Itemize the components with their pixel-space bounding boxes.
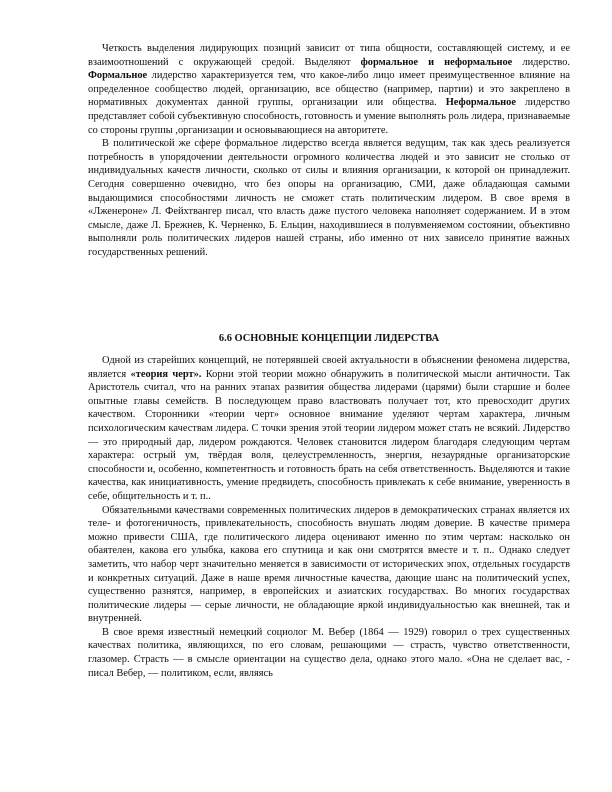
text-run: Четкость выделения лидирующих позиций зависит от типа общности, составляющей систему, и ее взаимоотношений с окружающей средой. Выделяют bbox=[88, 43, 570, 68]
section-heading: 6.6 ОСНОВНЫЕ КОНЦЕПЦИИ ЛИДЕРСТВА bbox=[218, 333, 440, 344]
bold-term: «теория черт». bbox=[130, 368, 202, 380]
paragraph-trait-theory bbox=[88, 354, 570, 504]
paragraph-political-sphere: В политической же сфере формальное лидерство всегда является ведущим, так как здесь реализуется потребность в упорядочении деятельности огромного количества людей и это зависит не столько от индивидуальных качеств личности, сколько от силы и влияния организации, к которой он принадлежит. Сегодня совершенно очевидно, что без опоры на организацию, СМИ, даже обладающая самыми выдающимися способностями личность не сможет стать политическим лидером. В свое время в «Лженероне» Л. Фейхтвангер писал, что власть даже пустого человека наполняет содержанием. И в этом смысле, даже Л. Брежнев, К. Черненко, Б. Ельцин, находившиеся в полувменяемом состоянии, объективно выполняли роль политических лидеров нашей страны, ибо именно от них зависело принятие важных государственных решений. bbox=[88, 138, 570, 258]
text-run: Корни этой теории можно обнаружить в политической мысли античности. Так Аристотель считал, что на ранних этапах развития общества лидерами (царями) были старшие и более опытные главы семейств. В последующем право властвовать получает тот, кто превосходит других качеством. Сторонники «теории черт» основное внимание уделяют чертам характера, личным психологическим качествам лидера. С точки зрения этой теории лидером может стать не всякий. Лидерство — это природный дар, лидером рождаются. Человек становится лидером благодаря следующим чертам характера: острый ум, твёрдая воля, целеустремленность, энергия, незаурядные организаторские способности и, особенно, компетентность и готовность брать на себя ответственность. Выделяются и такие качества, как инициативность, умение предвидеть, способность привлекать к себе внимание, уверенность в себе, общительность и т. п.. bbox=[88, 368, 570, 502]
text-block-bottom bbox=[88, 354, 570, 680]
paragraph-modern-leaders: Обязательными качествами современных политических лидеров в демократических странах является их теле- и фотогеничность, привлекательность, способность внушать людям доверие. В качестве примера можно привести США, где политического лидера оценивают именно по этим чертам: насколько он обаятелен, какова его улыбка, какова его спутница и как они смотрятся вместе и т. п.. Однако следует заметить, что набор черт значительно меняется в зависимости от исторических эпох, отдельных государств и конкретных ситуаций. Даже в наше время личностные качества, дающие шанс на политический успех, существенно разнятся, например, в европейских и азиатских государствах. Во многих государствах политические лидеры — серые личности, не обладающие яркой индивидуальностью как внешней, так и внутренней. bbox=[88, 504, 570, 625]
text-run: лидерство представляет собой субъективную способность, готовность и умение выполнять роль лидера, признаваемые со стороны группы ,организации и основывающиеся на авторитете. bbox=[88, 97, 570, 136]
bold-term: Формальное bbox=[88, 70, 148, 82]
bold-term: Неформальное bbox=[445, 97, 516, 109]
paragraph-weber: В свое время известный немецкий социолог М. Вебер (1864 — 1929) говорил о трех существенных качествах политика, являющихся, по его словам, решающими — страсть, чувство ответственности, глазомер. Страсть — в смысле ориентации на существо дела, однако этого мало. «Она не сделает вас, - писал Вебер, — политиком, если, являясь bbox=[88, 626, 570, 679]
text-run: лидерство характеризуется тем, что какое-либо лицо имеет преимущественное влияние на определенное сообщество людей, организацию, все общество (например, партии) и это закреплено в нормативных документах данной группы, организации или общества. bbox=[88, 70, 570, 109]
paragraph-formal-informal bbox=[88, 42, 570, 137]
text-block-top bbox=[88, 42, 570, 260]
text-run: лидерство. bbox=[512, 56, 570, 68]
bold-term: формальное и неформальное bbox=[360, 56, 513, 68]
text-run: Одной из старейших концепций, не потерявшей своей актуальности в объяснении феномена лидерства, является bbox=[88, 355, 570, 380]
